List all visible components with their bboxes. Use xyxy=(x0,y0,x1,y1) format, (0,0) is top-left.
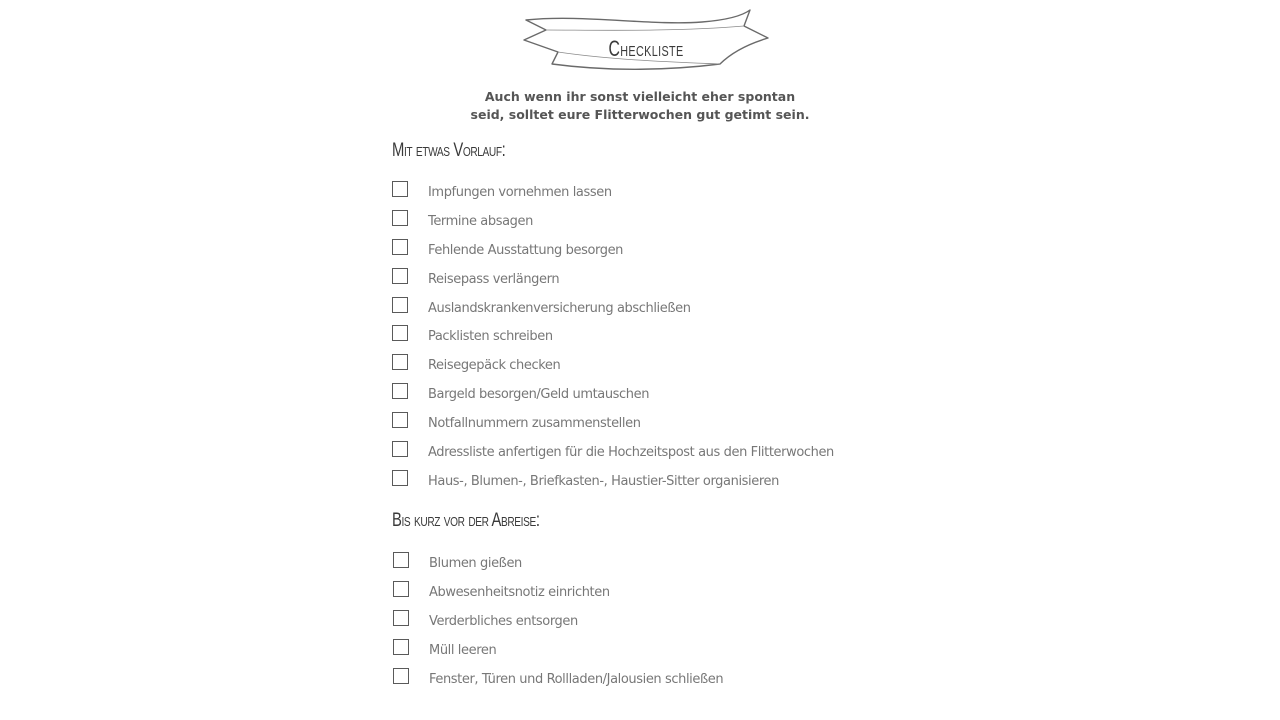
item-label: Adressliste anfertigen für die Hochzeitspost aus den Flitterwochen xyxy=(428,445,834,461)
section-heading-vorlauf: Mit etwas Vorlauf: xyxy=(392,140,506,161)
item-label: Bargeld besorgen/Geld umtauschen xyxy=(428,387,650,403)
checklist-abreise xyxy=(393,551,723,695)
checklist-item xyxy=(393,609,723,638)
checklist-item xyxy=(392,324,834,353)
checklist-item xyxy=(393,638,723,667)
checklist-vorlauf xyxy=(392,180,834,498)
checklist-item xyxy=(392,238,834,267)
item-label: Auslandskrankenversicherung abschließen xyxy=(428,300,691,316)
page-title: Checkliste xyxy=(608,36,684,61)
checklist-item xyxy=(392,353,834,382)
item-label: Impfungen vornehmen lassen xyxy=(428,185,612,200)
empty-checkbox-icon[interactable] xyxy=(392,441,408,457)
checklist-item xyxy=(392,411,834,440)
checklist-item xyxy=(392,440,834,469)
title-banner xyxy=(522,8,770,76)
empty-checkbox-icon[interactable] xyxy=(393,668,409,684)
empty-checkbox-icon[interactable] xyxy=(393,610,409,626)
empty-checkbox-icon[interactable] xyxy=(392,239,408,255)
checklist-item xyxy=(392,209,834,238)
checklist-item xyxy=(392,469,834,498)
checklist-item xyxy=(392,267,834,296)
empty-checkbox-icon[interactable] xyxy=(392,383,408,399)
checklist-item xyxy=(393,551,723,580)
item-label: Fehlende Ausstattung besorgen xyxy=(428,242,624,258)
empty-checkbox-icon[interactable] xyxy=(393,581,409,597)
item-label: Fenster, Türen und Rollladen/Jalousien schließen xyxy=(429,671,724,687)
checklist-item xyxy=(393,580,723,609)
item-label: Müll leeren xyxy=(429,642,497,658)
empty-checkbox-icon[interactable] xyxy=(392,354,408,370)
checklist-item xyxy=(393,667,723,696)
intro-line-1: Auch wenn ihr sonst vielleicht eher spontan xyxy=(484,89,796,104)
empty-checkbox-icon[interactable] xyxy=(392,412,408,428)
intro-line-2: seid, solltet eure Flitterwochen gut getimt sein. xyxy=(470,107,810,122)
item-label: Verderbliches entsorgen xyxy=(429,613,578,629)
item-label: Termine absagen xyxy=(428,213,533,229)
empty-checkbox-icon[interactable] xyxy=(392,181,408,197)
empty-checkbox-icon[interactable] xyxy=(392,268,408,284)
item-label: Abwesenheitsnotiz einrichten xyxy=(429,584,610,600)
section-heading-abreise: Bis kurz vor der Abreise: xyxy=(392,510,540,531)
empty-checkbox-icon[interactable] xyxy=(392,325,408,341)
empty-checkbox-icon[interactable] xyxy=(392,210,408,226)
item-label: Reisepass verlängern xyxy=(428,271,560,287)
empty-checkbox-icon[interactable] xyxy=(392,297,408,313)
item-label: Blumen gießen xyxy=(429,556,522,571)
item-label: Haus-, Blumen-, Briefkasten-, Haustier-Sitter organisieren xyxy=(428,473,779,489)
empty-checkbox-icon[interactable] xyxy=(393,639,409,655)
checklist-item xyxy=(392,382,834,411)
checklist-item xyxy=(392,180,834,209)
item-label: Packlisten schreiben xyxy=(428,329,553,345)
item-label: Reisegepäck checken xyxy=(428,358,561,374)
checklist-item xyxy=(392,296,834,325)
intro-text xyxy=(440,88,840,124)
item-label: Notfallnummern zusammenstellen xyxy=(428,416,641,432)
empty-checkbox-icon[interactable] xyxy=(393,552,409,568)
empty-checkbox-icon[interactable] xyxy=(392,470,408,486)
